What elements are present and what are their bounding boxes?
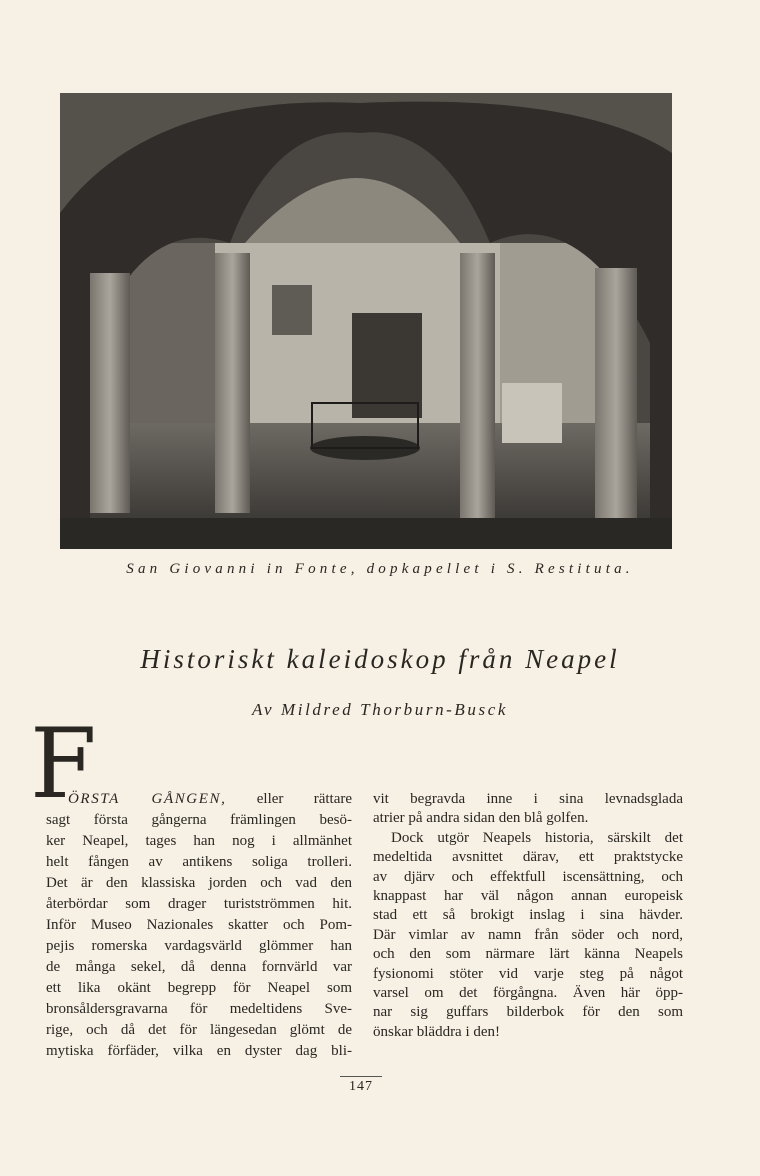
text-line: rige, och då det för längesedan glömt de: [46, 1022, 352, 1038]
text-line: sagt första gångerna främlingen besö-: [46, 812, 352, 828]
text-line: Där vimlar av namn från söder och nord,: [373, 926, 683, 943]
text-line: knappast har väl någon annan europeisk: [373, 888, 683, 905]
article-column-2: [373, 790, 683, 1042]
text-line: de många sekel, då denna fornvärld var: [46, 959, 352, 975]
text-line: Inför Museo Nazionales skatter och Pom-: [46, 917, 352, 933]
text-line: fysionomi stöter vid varje steg på något: [373, 965, 683, 982]
text-line: vit begravda inne i sina levnadsglada: [373, 791, 683, 807]
text-line: varsel om det förgångna. Även här öpp-: [373, 985, 683, 1002]
text-line: stad ett så brokigt inslag i sina hävder.: [373, 907, 683, 924]
photo-caption: San Giovanni in Fonte, dopkapellet i S. Restituta.: [126, 561, 634, 577]
text-line: nar sig guffars bilderbok för den som: [373, 1004, 683, 1021]
text-line: av djärv och effektfull iscensättning, och: [373, 868, 683, 885]
text-line: Dock utgör Neapels historia, särskilt det: [391, 829, 683, 846]
article-title: Historiskt kaleidoskop från Neapel: [140, 644, 620, 674]
photograph-baptistery: [60, 93, 672, 549]
article-byline: Av Mildred Thorburn-Busck: [251, 700, 509, 719]
text-line: bronsåldersgravarna för medeltidens Sve-: [46, 1001, 352, 1017]
baptistery-photo-illustration: [60, 93, 672, 549]
text-line: ker Neapel, tages han nog i allmänhet: [46, 833, 352, 849]
text-line: återbördar som drager turistströmmen hit.: [46, 896, 352, 912]
text-line: Det är den klassiska jorden och vad den: [46, 875, 352, 891]
text-line: pejis romerska vardagsvärld glömmer han: [46, 938, 352, 954]
text-line: mytiska förfäder, vilka en dyster dag bli-: [46, 1043, 352, 1059]
page-number: 147: [340, 1076, 382, 1095]
text-line: och den som närmare lärt känna Neapels: [373, 946, 683, 963]
drop-cap-letter: F: [30, 708, 97, 820]
text-line: önskar bläddra i den!: [373, 1023, 501, 1040]
article-column-1: [46, 789, 352, 1062]
text-line: atrier på andra sidan den blå golfen.: [373, 810, 589, 827]
opening-words: ÖRSTA GÅNGEN,: [68, 791, 227, 807]
text-line: helt fången av antikens soliga trolleri.: [46, 854, 352, 870]
text-line: ÖRSTA GÅNGEN, eller rättare: [68, 791, 353, 807]
text-line: medeltida avsnittet därav, ett praktstycke: [373, 849, 683, 866]
text-line: ett lika okänt begrepp för Neapel som: [46, 980, 352, 996]
